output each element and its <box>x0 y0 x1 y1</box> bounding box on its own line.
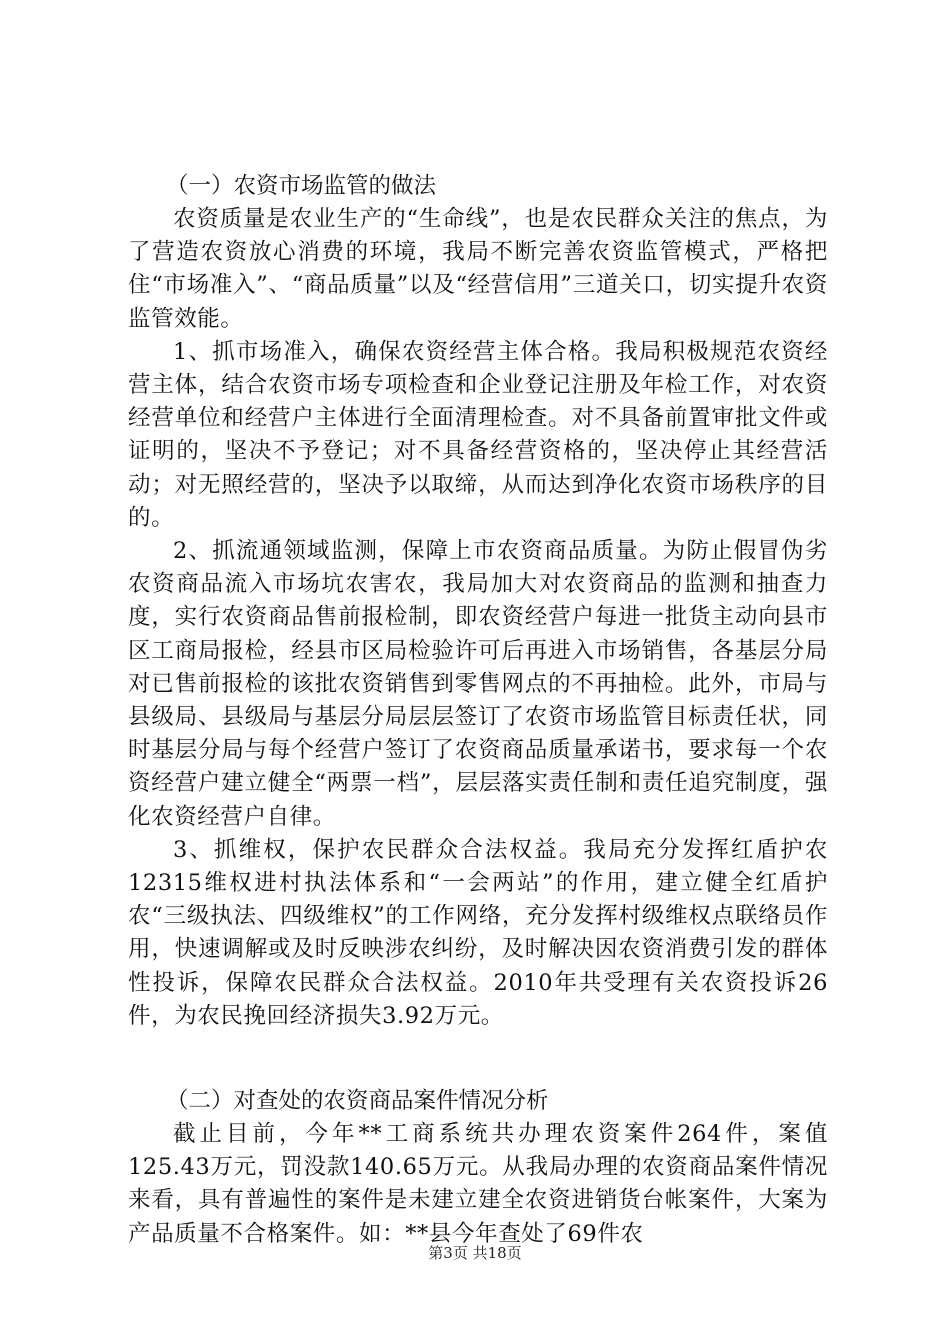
paragraph: 1、抓市场准入，确保农资经营主体合格。我局积极规范农资经营主体，结合农资市场专项检查和企业登记注册及年检工作，对农资经营单位和经营户主体进行全面清理检查。对不具备前置审批文件或证明的，坚决不予登记；对不具备经营资格的，坚决停止其经营活动；对无照经营的，坚决予以取缔，从而达到净化农资市场秩序的目的。 <box>128 338 828 531</box>
section-heading: （一）农资市场监管的做法 <box>166 173 437 199</box>
paragraph: 2、抓流通领域监测，保障上市农资商品质量。为防止假冒伪劣农资商品流入市场坑农害农，我局加大对农资商品的监测和抽查力度，实行农资商品售前报检制，即农资经营户每进一批货主动向县市区工商局报检，经县市区局检验许可后再进入市场销售，各基层分局对已售前报检的该批农资销售到零售网点的不再抽检。此外，市局与县级局、县级局与基层分局层层签订了农资市场监管目标责任状，同时基层分局与每个经营户签订了农资商品质量承诺书，要求每一个农资经营户建立健全“两票一档”，层层落实责任制和责任追究制度，强化农资经营户自律。 <box>128 538 828 830</box>
document-body <box>128 170 828 1251</box>
section-spacer <box>128 1033 828 1085</box>
section-heading: （二）对查处的农资商品案件情况分析 <box>166 1088 549 1115</box>
page-footer: 第3页 共18页 <box>428 1244 522 1262</box>
paragraph: 3、抓维权，保护农民群众合法权益。我局充分发挥红盾护农12315维权进村执法体系和“一会两站”的作用，建立健全红盾护农“三级执法、四级维权”的工作网络，充分发挥村级维权点联络员作用，快速调解或及时反映涉农纠纷，及时解决因农资消费引发的群体性投诉，保障农民群众合法权益。2010年共受理有关农资投诉26件，为农民挽回经济损失3.92万元。 <box>128 836 828 1029</box>
paragraph: 农资质量是农业生产的“生命线”，也是农民群众关注的焦点，为了营造农资放心消费的环境，我局不断完善农资监管模式，严格把住“市场准入”、“商品质量”以及“经营信用”三道关口，切实提升农资监管效能。 <box>128 206 828 332</box>
paragraph: 截止目前，今年**工商系统共办理农资案件264件，案值125.43万元，罚没款140.65万元。从我局办理的农资商品案件情况来看，具有普遍性的案件是未建立建全农资进销货台帐案件，大案为产品质量不合格案件。如：**县今年查处了69件农 <box>128 1121 828 1247</box>
